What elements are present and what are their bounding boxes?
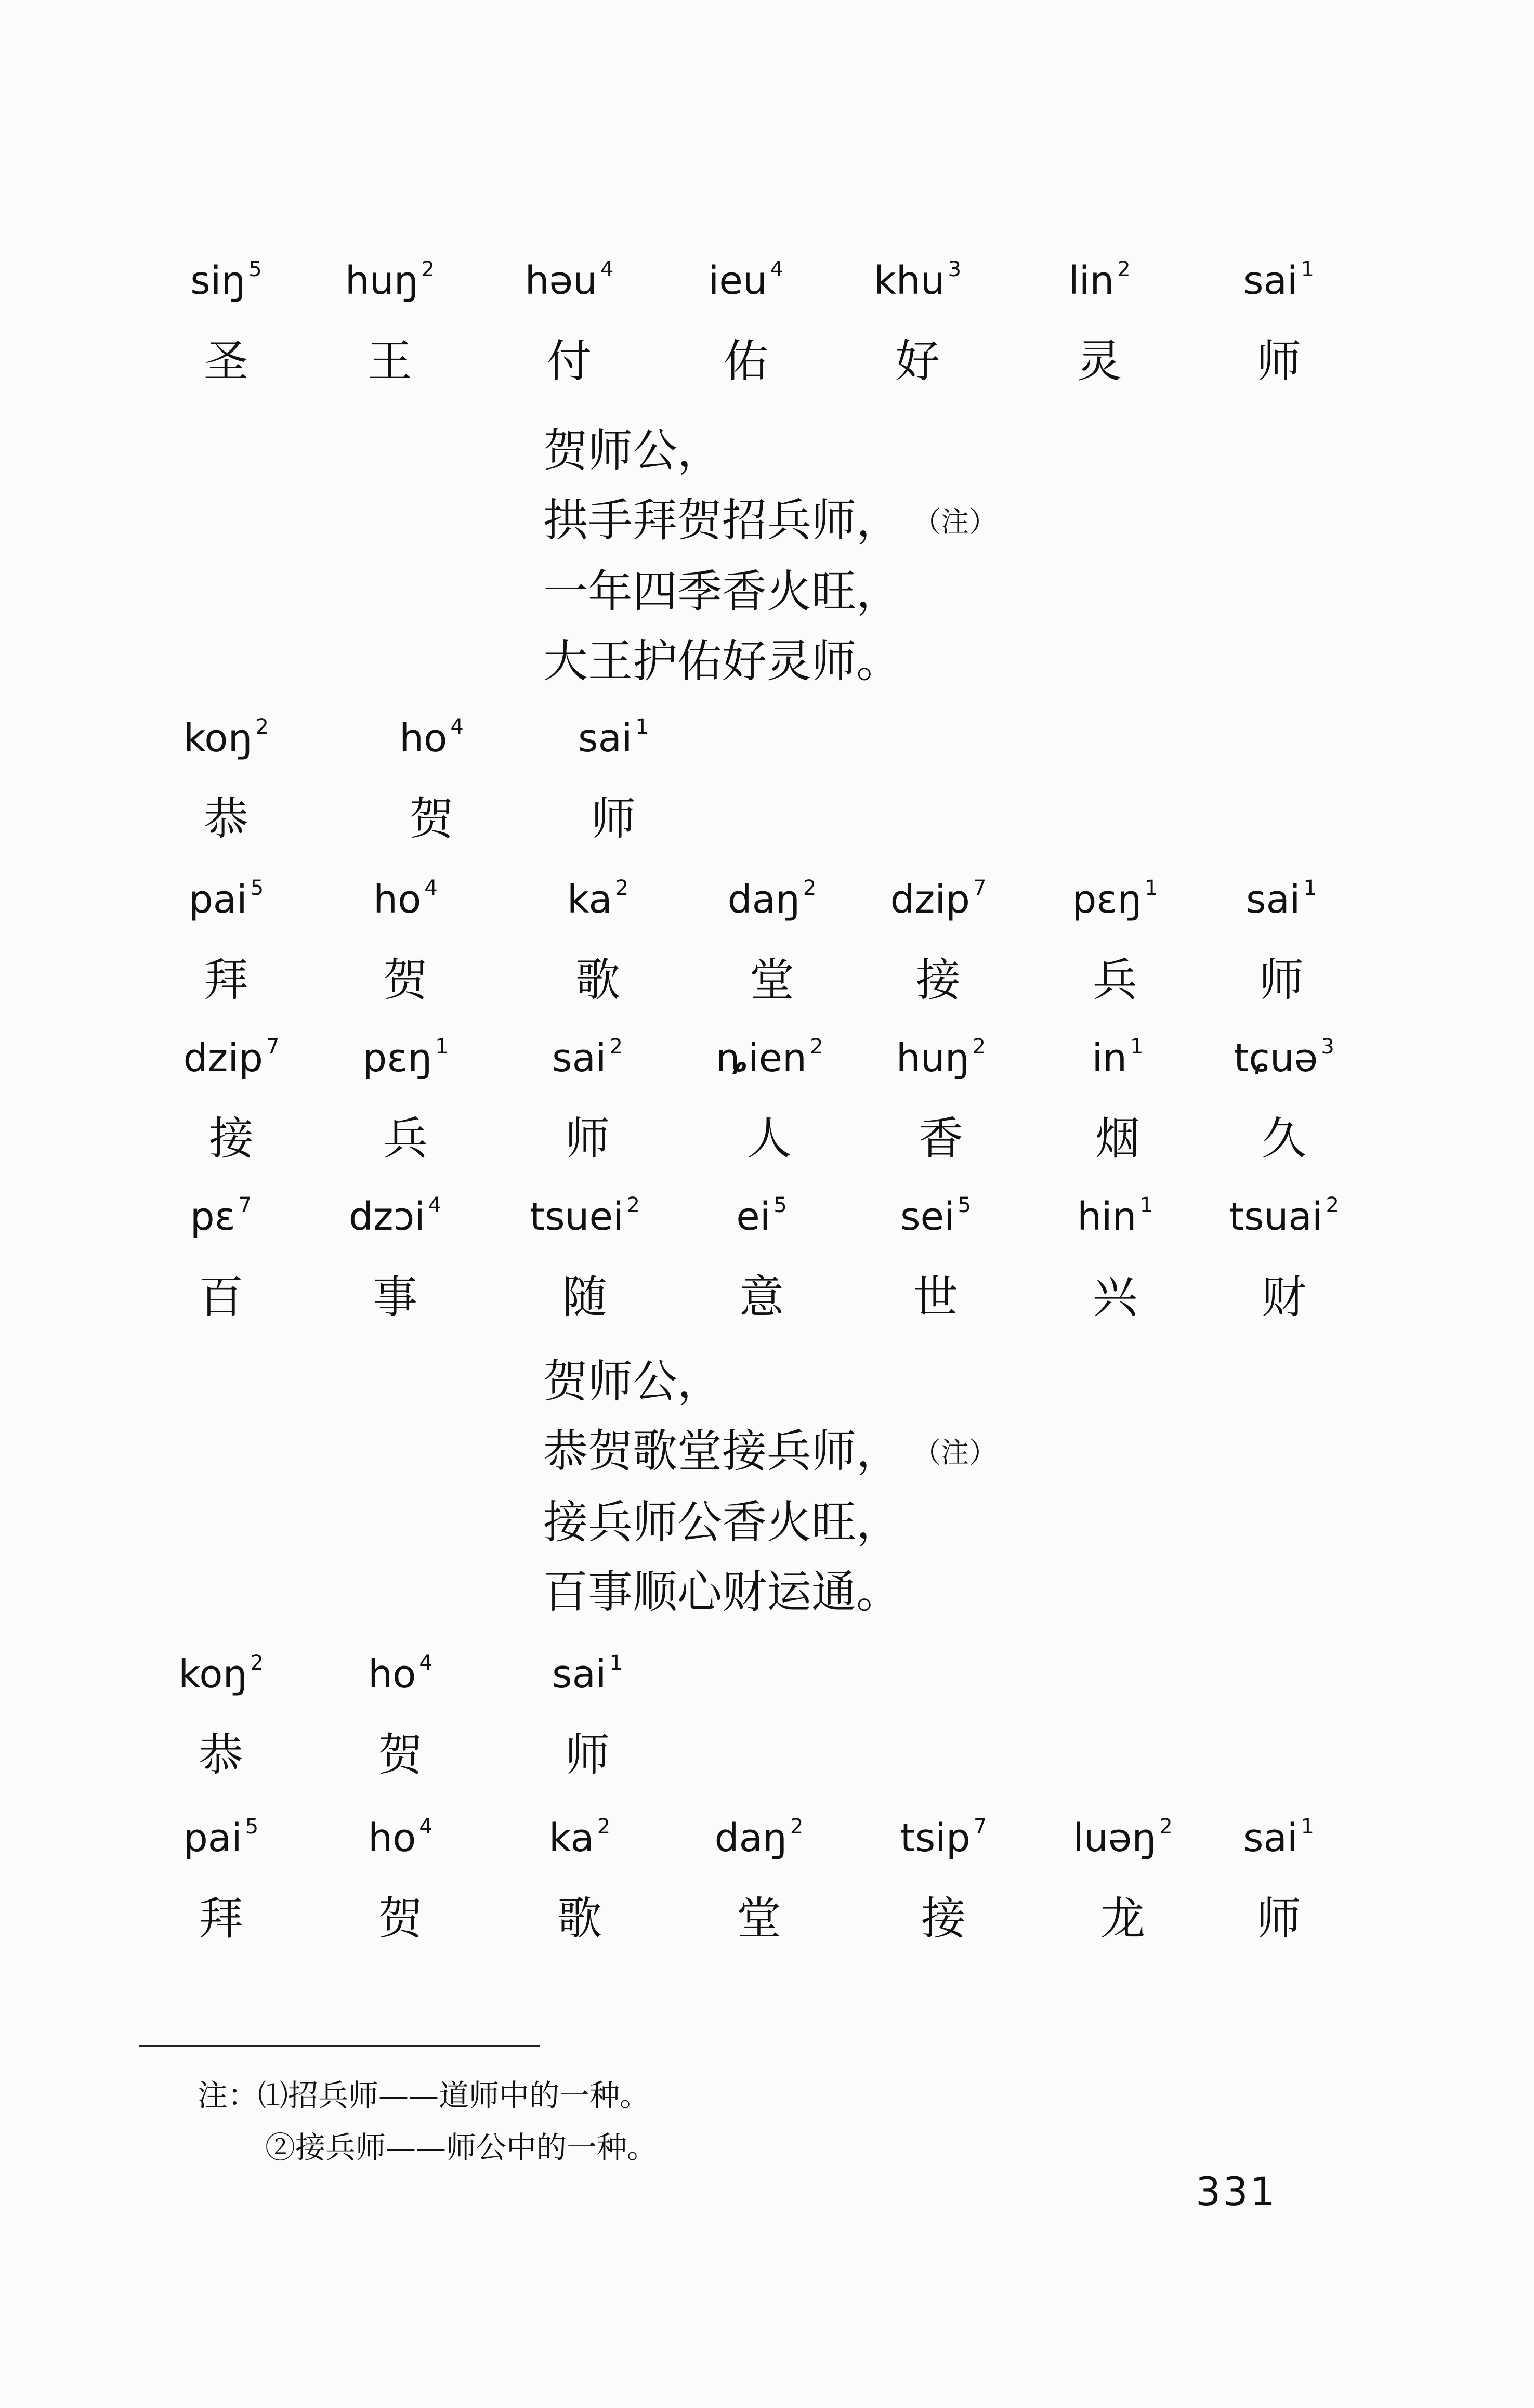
character: 拜 bbox=[199, 1893, 243, 1945]
verse-line: 拱手拜贺招兵师， （注） bbox=[543, 494, 997, 546]
romanization: dzɔi bbox=[348, 1194, 425, 1239]
romanization: koŋ bbox=[178, 1652, 247, 1697]
romanization: pai bbox=[183, 1816, 242, 1860]
character: 人 bbox=[747, 1113, 792, 1165]
character: 贺 bbox=[383, 954, 428, 1006]
romanization: daŋ bbox=[727, 877, 800, 922]
footnote-2: ②接兵师——师公中的一种。 bbox=[265, 2130, 658, 2165]
footnote-divider bbox=[139, 2045, 540, 2047]
romanization: dzip bbox=[890, 877, 970, 922]
character: 拜 bbox=[204, 954, 248, 1006]
character: 龙 bbox=[1100, 1893, 1145, 1945]
character: 贺 bbox=[378, 1729, 423, 1781]
character: 佑 bbox=[724, 335, 768, 387]
romanization: siŋ bbox=[190, 258, 246, 303]
romanization: sai bbox=[1246, 877, 1301, 922]
character: 王 bbox=[368, 335, 412, 387]
tone-number: 5 bbox=[773, 1193, 787, 1217]
character: 随 bbox=[562, 1271, 607, 1323]
romanization: həu bbox=[525, 258, 597, 303]
verse-line: 接兵师公香火旺， bbox=[543, 1496, 901, 1548]
tone-number: 1 bbox=[435, 1035, 449, 1059]
tone-number: 2 bbox=[615, 876, 629, 900]
romanization: sai bbox=[578, 716, 633, 761]
tone-number: 4 bbox=[419, 1651, 432, 1675]
verse-stanza bbox=[543, 1347, 1375, 1627]
character: 歌 bbox=[557, 1893, 602, 1945]
character: 兵 bbox=[383, 1113, 428, 1165]
tone-number: 2 bbox=[809, 1035, 823, 1059]
character: 师 bbox=[565, 1729, 610, 1781]
romanization: sei bbox=[900, 1194, 955, 1239]
tone-number: 2 bbox=[1159, 1815, 1173, 1839]
tone-number: 7 bbox=[238, 1193, 252, 1217]
footnote-1: 注：⑴招兵师——道师中的一种。 bbox=[198, 2078, 650, 2113]
romanization: tsuai bbox=[1229, 1194, 1323, 1239]
tone-number: 2 bbox=[597, 1815, 611, 1839]
tone-number: 2 bbox=[421, 257, 435, 281]
romanization: khu bbox=[873, 258, 945, 303]
romanization: hin bbox=[1077, 1194, 1137, 1239]
romanization: tsuei bbox=[529, 1194, 624, 1239]
gloss-block bbox=[0, 874, 1534, 1035]
romanization: ho bbox=[373, 877, 422, 922]
tone-number: 2 bbox=[250, 1651, 264, 1675]
character: 香 bbox=[919, 1113, 963, 1165]
romanization: lin bbox=[1068, 258, 1115, 303]
romanization: pɛŋ bbox=[1072, 877, 1142, 922]
verse-line: 恭贺歌堂接兵师， （注） bbox=[543, 1425, 997, 1477]
character: 好 bbox=[895, 335, 940, 387]
romanization: huŋ bbox=[896, 1036, 969, 1081]
gloss-block bbox=[0, 255, 1534, 416]
character: 师 bbox=[565, 1113, 610, 1165]
tone-number: 2 bbox=[803, 876, 817, 900]
character: 师 bbox=[591, 793, 636, 845]
page-number: 331 bbox=[1196, 2168, 1278, 2215]
character: 贺 bbox=[378, 1893, 423, 1945]
romanization: ho bbox=[368, 1816, 416, 1860]
romanization: koŋ bbox=[183, 716, 253, 761]
verse-line: 百事顺心财运通。 bbox=[543, 1566, 901, 1618]
tone-number: 3 bbox=[948, 257, 962, 281]
gloss-block bbox=[0, 712, 1534, 874]
tone-number: 4 bbox=[450, 715, 464, 739]
character: 恭 bbox=[199, 1729, 243, 1781]
character: 世 bbox=[913, 1271, 958, 1323]
character: 堂 bbox=[737, 1893, 781, 1945]
character: 财 bbox=[1262, 1271, 1306, 1323]
character: 接 bbox=[916, 954, 961, 1006]
tone-number: 5 bbox=[250, 876, 264, 900]
character: 百 bbox=[199, 1271, 243, 1323]
character: 烟 bbox=[1095, 1113, 1140, 1165]
character: 师 bbox=[1256, 335, 1301, 387]
gloss-block bbox=[0, 1648, 1534, 1810]
character: 兴 bbox=[1093, 1271, 1137, 1323]
romanization: in bbox=[1092, 1036, 1127, 1081]
romanization: ho bbox=[368, 1652, 416, 1697]
tone-number: 7 bbox=[973, 876, 987, 900]
note-marker: （注） bbox=[927, 1436, 997, 1469]
romanization: pai bbox=[188, 877, 247, 922]
tone-number: 4 bbox=[770, 257, 784, 281]
character: 灵 bbox=[1077, 335, 1122, 387]
tone-number: 4 bbox=[428, 1193, 442, 1217]
tone-number: 1 bbox=[1301, 257, 1314, 281]
character: 恭 bbox=[204, 793, 248, 845]
character: 意 bbox=[739, 1271, 784, 1323]
romanization: pɛŋ bbox=[362, 1036, 432, 1081]
romanization: sai bbox=[1243, 1816, 1298, 1860]
romanization: daŋ bbox=[714, 1816, 787, 1860]
tone-number: 2 bbox=[626, 1193, 640, 1217]
tone-number: 2 bbox=[609, 1035, 623, 1059]
tone-number: 1 bbox=[1303, 876, 1317, 900]
romanization: ȵien bbox=[715, 1036, 807, 1081]
tone-number: 1 bbox=[635, 715, 649, 739]
tone-number: 2 bbox=[790, 1815, 804, 1839]
character: 兵 bbox=[1093, 954, 1137, 1006]
romanization: huŋ bbox=[345, 258, 418, 303]
tone-number: 5 bbox=[245, 1815, 259, 1839]
verse-stanza bbox=[543, 416, 1375, 696]
character: 歌 bbox=[575, 954, 620, 1006]
romanization: pɛ bbox=[190, 1194, 235, 1239]
romanization: tsip bbox=[900, 1816, 971, 1860]
gloss-block bbox=[0, 1191, 1534, 1352]
tone-number: 2 bbox=[1326, 1193, 1339, 1217]
verse-line: 贺师公， bbox=[543, 425, 722, 477]
character: 师 bbox=[1256, 1893, 1301, 1945]
romanization: ho bbox=[399, 716, 448, 761]
character: 接 bbox=[209, 1113, 254, 1165]
tone-number: 4 bbox=[419, 1815, 432, 1839]
character: 事 bbox=[373, 1271, 417, 1323]
tone-number: 2 bbox=[255, 715, 269, 739]
romanization: ei bbox=[736, 1194, 771, 1239]
romanization: luəŋ bbox=[1073, 1816, 1157, 1860]
character: 师 bbox=[1259, 954, 1304, 1006]
tone-number: 5 bbox=[958, 1193, 972, 1217]
verse-line: 一年四季香火旺， bbox=[543, 566, 901, 618]
tone-number: 4 bbox=[424, 876, 438, 900]
tone-number: 1 bbox=[1130, 1035, 1144, 1059]
romanization: sai bbox=[1243, 258, 1298, 303]
character: 付 bbox=[547, 335, 592, 387]
romanization: sai bbox=[552, 1652, 607, 1697]
verse-line: 贺师公， bbox=[543, 1356, 722, 1408]
tone-number: 7 bbox=[973, 1815, 987, 1839]
character: 圣 bbox=[204, 335, 248, 387]
tone-number: 4 bbox=[600, 257, 614, 281]
character: 堂 bbox=[750, 954, 794, 1006]
romanization: sai bbox=[552, 1036, 607, 1081]
tone-number: 7 bbox=[266, 1035, 280, 1059]
tone-number: 5 bbox=[248, 257, 262, 281]
verse-line: 大王护佑好灵师。 bbox=[543, 635, 901, 687]
tone-number: 1 bbox=[1139, 1193, 1153, 1217]
character: 久 bbox=[1262, 1113, 1306, 1165]
tone-number: 2 bbox=[1117, 257, 1131, 281]
note-marker: （注） bbox=[927, 505, 997, 538]
character: 接 bbox=[921, 1893, 966, 1945]
tone-number: 1 bbox=[1145, 876, 1158, 900]
romanization: ieu bbox=[708, 258, 767, 303]
gloss-block bbox=[0, 1032, 1534, 1193]
romanization: tɕuə bbox=[1234, 1036, 1318, 1081]
tone-number: 2 bbox=[972, 1035, 986, 1059]
tone-number: 1 bbox=[1301, 1815, 1314, 1839]
romanization: dzip bbox=[183, 1036, 263, 1081]
character: 贺 bbox=[409, 793, 454, 845]
romanization: ka bbox=[567, 877, 612, 922]
romanization: ka bbox=[548, 1816, 594, 1860]
tone-number: 3 bbox=[1321, 1035, 1334, 1059]
gloss-block bbox=[0, 1812, 1534, 1973]
tone-number: 1 bbox=[609, 1651, 623, 1675]
